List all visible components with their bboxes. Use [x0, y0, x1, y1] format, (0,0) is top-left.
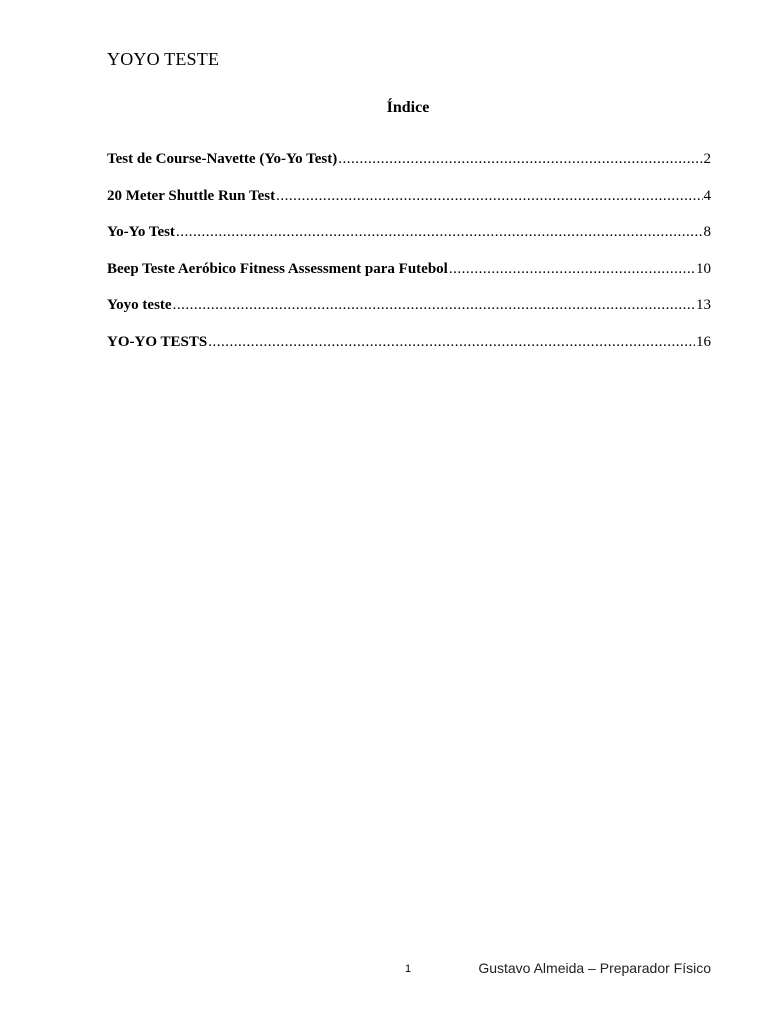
toc-entry-page: 10: [696, 260, 711, 277]
toc-leader-dots: [176, 224, 703, 241]
toc-entry-title: YO-YO TESTS: [107, 333, 208, 350]
footer-author: Gustavo Almeida – Preparador Físico: [478, 960, 711, 976]
toc-leader-dots: [173, 297, 695, 314]
toc-entry-page: 13: [696, 297, 711, 314]
toc-entry[interactable]: [107, 334, 711, 371]
toc-leader-dots: [208, 334, 695, 351]
toc-entry[interactable]: [107, 151, 711, 188]
page-footer: [0, 960, 768, 980]
toc-entry-page: 16: [696, 333, 711, 350]
toc-leader-dots: [276, 188, 702, 205]
toc-entry[interactable]: [107, 261, 711, 298]
footer-page-number: 1: [405, 963, 412, 975]
toc-entry-page: 4: [703, 187, 711, 204]
table-of-contents: [107, 151, 711, 371]
toc-entry-title: Yoyo teste: [107, 297, 172, 314]
toc-entry-page: 2: [703, 151, 711, 167]
toc-entry[interactable]: [107, 224, 711, 261]
toc-leader-dots: [449, 261, 695, 278]
toc-entry-title: Yo-Yo Test: [107, 224, 175, 241]
toc-entry-page: 8: [703, 224, 711, 241]
toc-entry-title: 20 Meter Shuttle Run Test: [107, 187, 276, 204]
toc-heading: Índice: [386, 99, 430, 116]
toc-leader-dots: [338, 151, 702, 168]
document-title: YOYO TESTE: [107, 49, 220, 69]
toc-entry[interactable]: [107, 188, 711, 225]
toc-entry-title: Beep Teste Aeróbico Fitness Assessment para Futebol: [107, 260, 448, 277]
toc-entry-title: Test de Course-Navette (Yo-Yo Test): [107, 151, 338, 167]
toc-entry[interactable]: [107, 297, 711, 334]
